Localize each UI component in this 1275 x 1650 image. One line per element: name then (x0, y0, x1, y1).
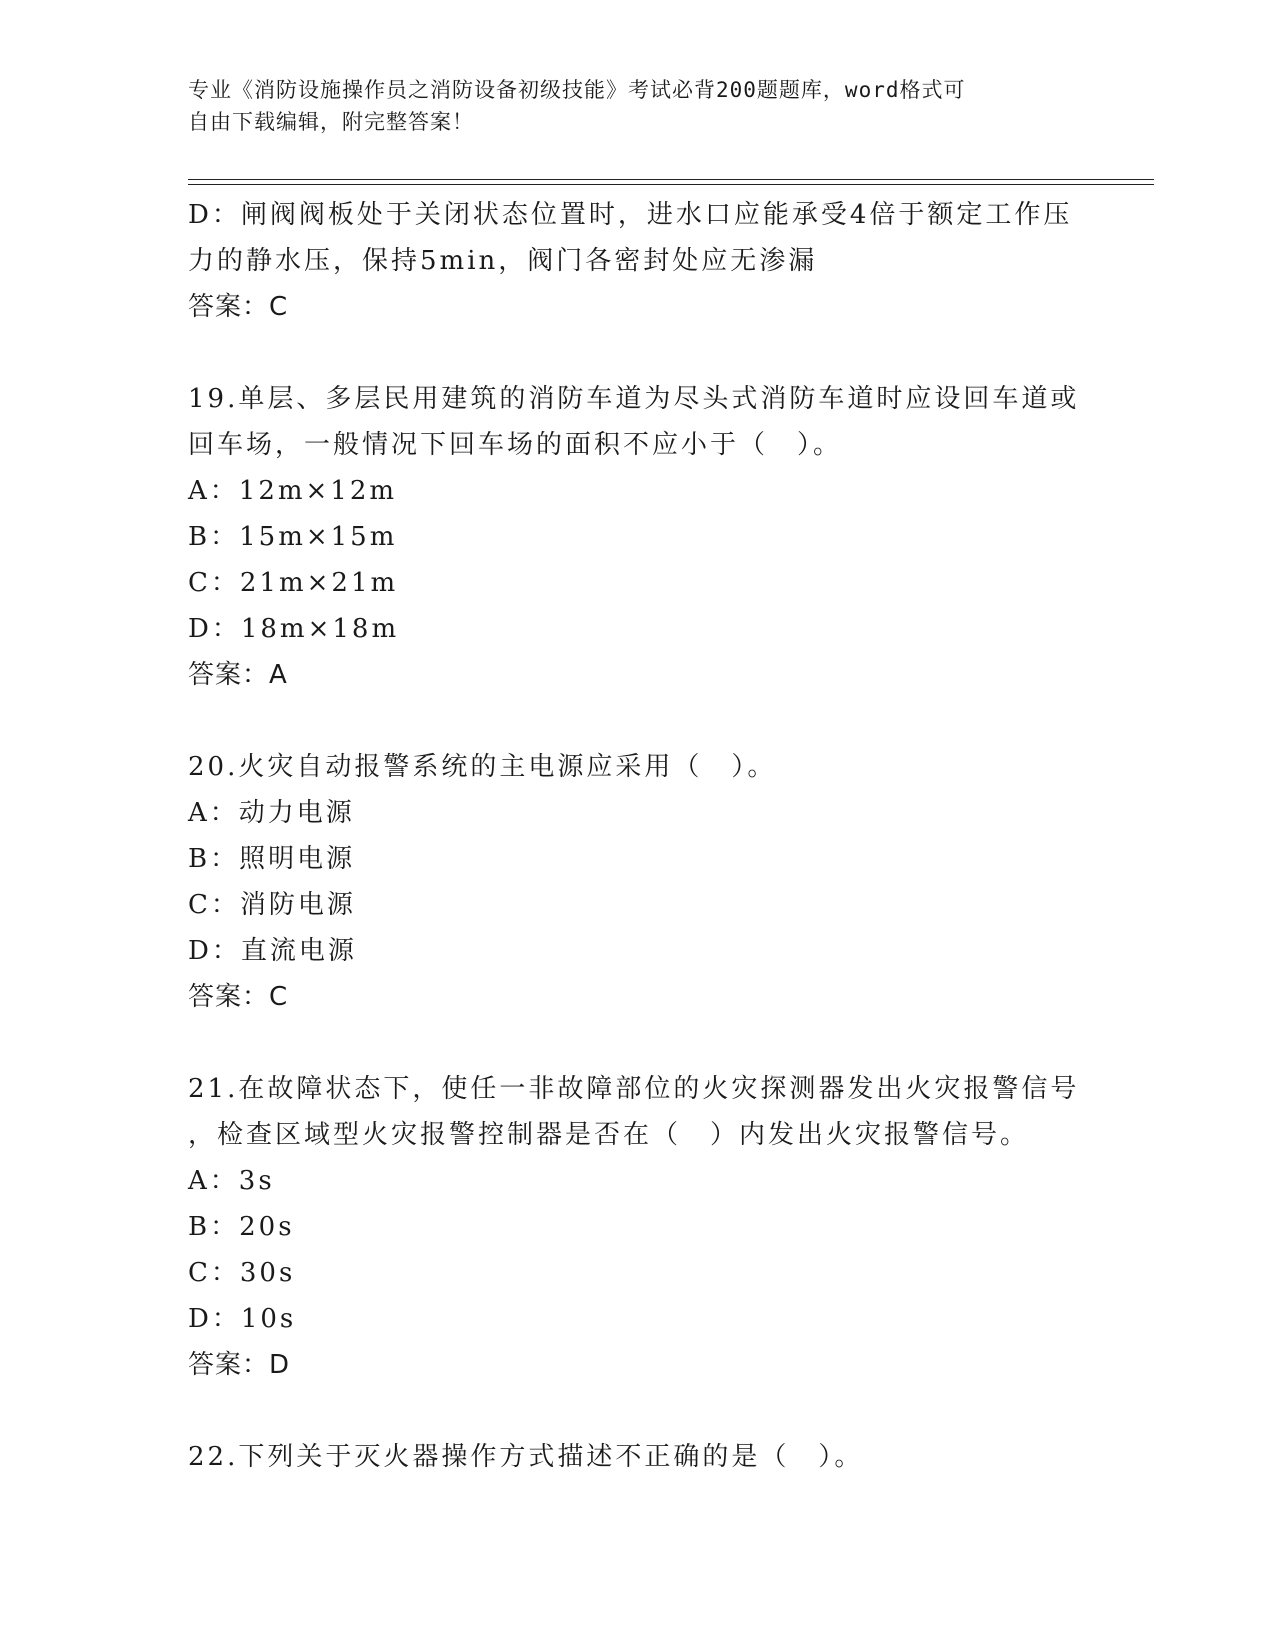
option-a: A：12m×12m (188, 476, 398, 506)
question-18-tail (188, 192, 1088, 330)
answer: 答案：C (188, 982, 289, 1012)
option-b: B：15m×15m (188, 522, 398, 552)
header-divider-top (188, 179, 1154, 180)
header-title-line-2: 自由下载编辑，附完整答案！ (188, 110, 474, 134)
question-21 (188, 1066, 1088, 1388)
document-body (188, 192, 1088, 1480)
answer: 答案：C (188, 292, 289, 322)
question-stem-line-2: 回车场，一般情况下回车场的面积不应小于（ ）。 (188, 430, 843, 460)
question-22 (188, 1434, 1088, 1480)
question-stem-line-1: 19.单层、多层民用建筑的消防车道为尽头式消防车道时应设回车道或 (188, 384, 1080, 414)
question-stem-line-1: 22.下列关于灭火器操作方式描述不正确的是（ ）。 (188, 1442, 864, 1472)
option-c: C：21m×21m (188, 568, 399, 598)
question-stem-line-2: ，检查区域型火灾报警控制器是否在（ ）内发出火灾报警信号。 (188, 1120, 1030, 1150)
option-c: C：消防电源 (188, 890, 356, 920)
question-20 (188, 744, 1088, 1020)
option-c: C：30s (188, 1258, 296, 1288)
option-d: D：18m×18m (188, 614, 400, 644)
option-d-line-2: 力的静水压，保持5min，阀门各密封处应无渗漏 (188, 246, 818, 276)
option-d-line-1: D：闸阀阀板处于关闭状态位置时，进水口应能承受4倍于额定工作压 (188, 200, 1073, 230)
option-b: B：20s (188, 1212, 295, 1242)
question-19 (188, 376, 1088, 698)
question-stem-line-1: 21.在故障状态下，使任一非故障部位的火灾探测器发出火灾报警信号 (188, 1074, 1080, 1104)
answer: 答案：D (188, 1350, 291, 1380)
option-a: A：3s (188, 1166, 275, 1196)
option-b: B：照明电源 (188, 844, 356, 874)
option-d: D：10s (188, 1304, 297, 1334)
document-header (188, 74, 1068, 138)
header-divider-bottom (188, 184, 1154, 185)
option-d: D：直流电源 (188, 936, 357, 966)
header-title-line-1: 专业《消防设施操作员之消防设备初级技能》考试必背200题题库，word格式可 (188, 78, 966, 102)
answer: 答案：A (188, 660, 288, 690)
option-a: A：动力电源 (188, 798, 355, 828)
question-stem-line-1: 20.火灾自动报警系统的主电源应采用（ ）。 (188, 752, 777, 782)
